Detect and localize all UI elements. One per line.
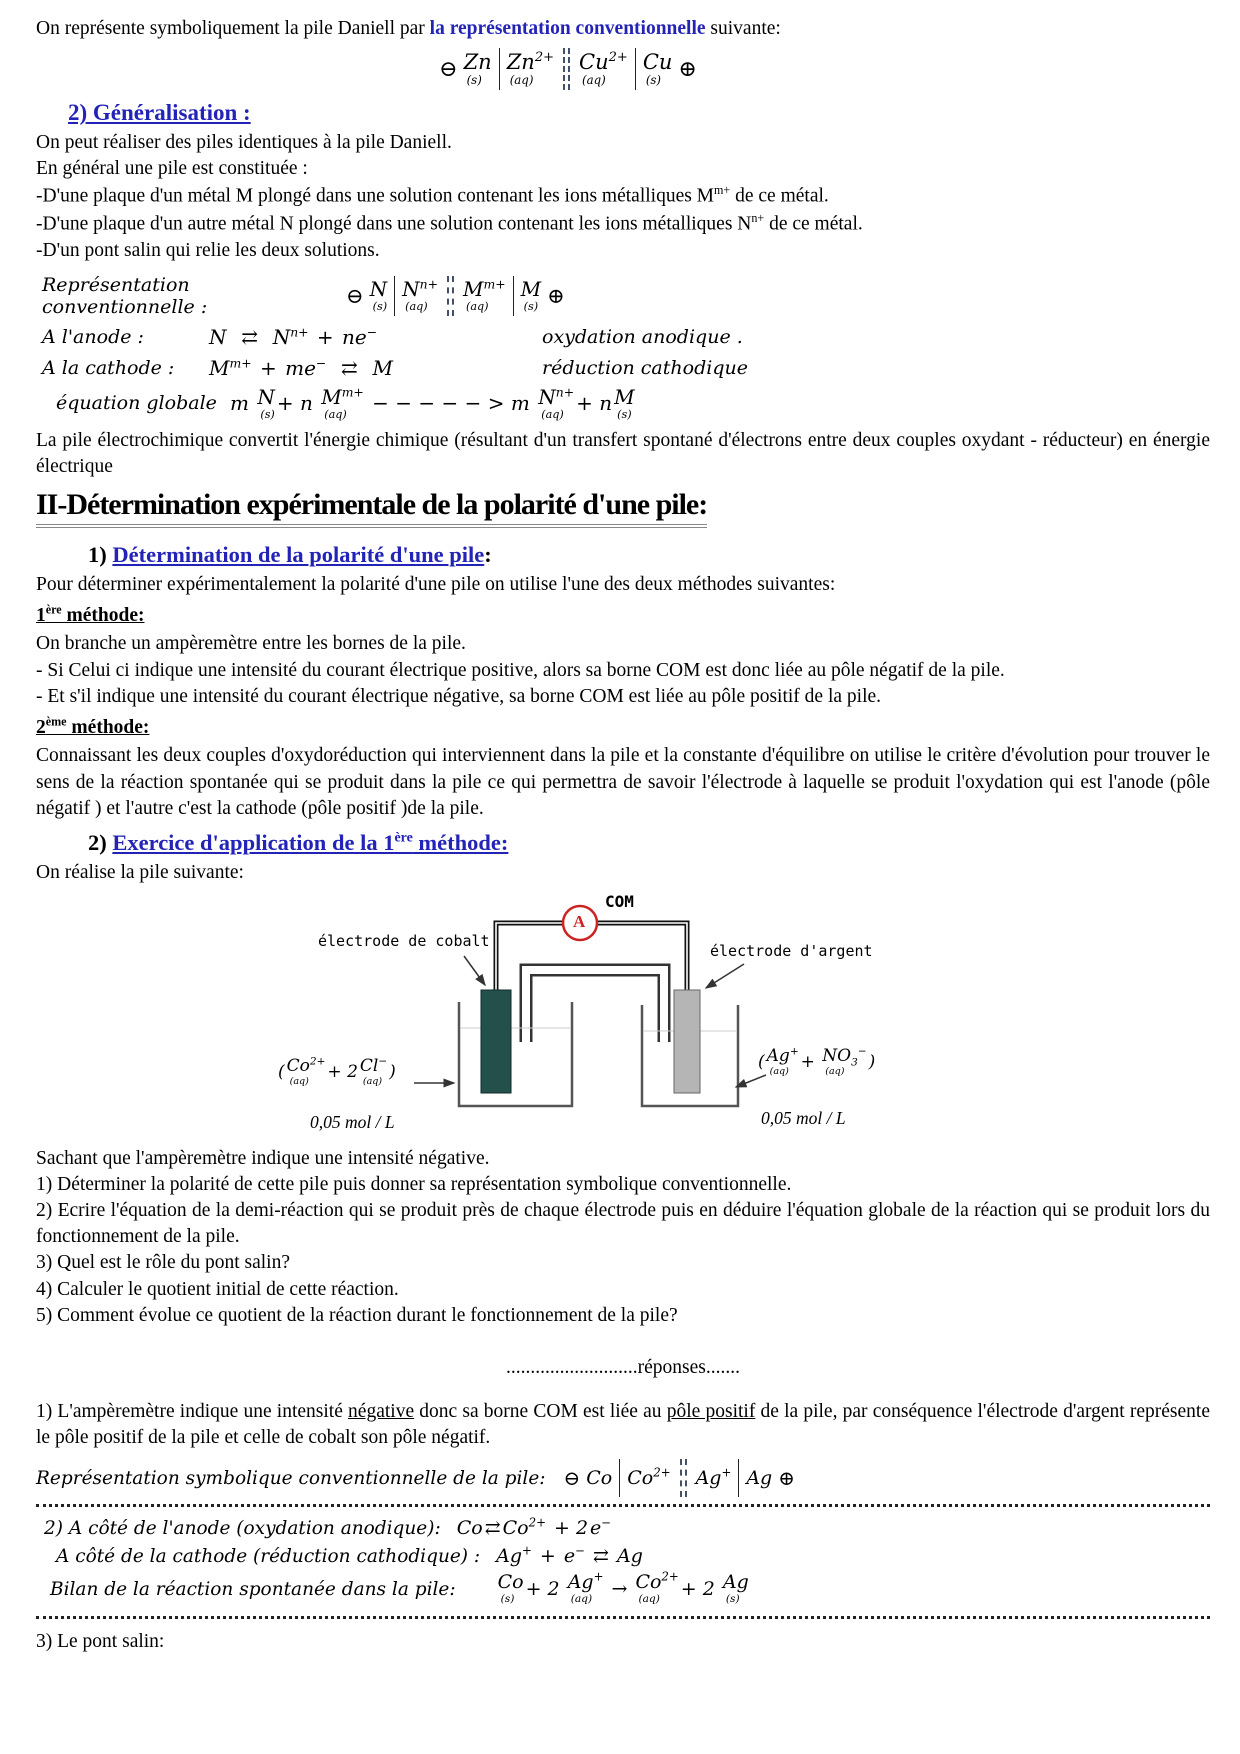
m1-num: 1 [36, 605, 46, 627]
dotted-separator-2 [36, 1615, 1210, 1619]
com-label: COM [605, 891, 634, 911]
silver-solution-concentration: 0,05 mol / L [761, 1107, 846, 1128]
method1-line3: - Et s'il indique une intensité du courant électrique négative, sa borne COM est liée au pôle positif de la pile. [36, 685, 882, 707]
line4-pre: -D'une plaque d'un autre métal N plongé dans une solution contenant les ions métalliques N [36, 213, 752, 235]
main-heading-wrap [36, 480, 1210, 534]
silver-electrode [674, 990, 700, 1093]
m1-sup: ère [45, 602, 62, 617]
general-cell-formula: ⊖ N (s) $N^{n+}$ (aq) $M^{m+}$ (aq) M (s) ⊕ [342, 276, 569, 316]
sub1-number: 1) [88, 541, 113, 567]
answer-bilan-label: Bilan de la réaction spontanée dans la pile: [50, 1578, 456, 1600]
question-3: 3) Quel est le rôle du pont salin? [36, 1252, 290, 1274]
line3-post: de ce métal. [730, 185, 829, 207]
conversion-paragraph: La pile électrochimique convertit l'énergie chimique (résultant d'un transfert spontané d'électrons entre deux couples oxydant - réducteur) en énergie électrique [36, 429, 1210, 478]
anode-note: oxydation anodique . [542, 325, 743, 348]
cell-diagram-svg [274, 890, 934, 1140]
intro-text-pre: On représente symboliquement la pile Daniell par [36, 18, 430, 39]
anode-half-reaction: N ⇄ $N^{n+}$ + ne− [209, 324, 378, 349]
cathode-formula-col [207, 356, 482, 380]
question-2: 2) Ecrire l'équation de la demi-réaction qui se produit près de chaque électrode puis en déduire l'équation globale de la réaction qui se produit lors du fonctionnement de la pile. [36, 1200, 1210, 1248]
answer-representation-row [36, 1459, 1210, 1497]
cobalt-solution-concentration: 0,05 mol / L [310, 1111, 395, 1132]
dotted-separator-1 [36, 1503, 1210, 1507]
cathode-row [42, 356, 1210, 380]
right-electrode-arrow [706, 964, 744, 988]
generalisation-heading: 2) Généralisation : [68, 100, 251, 126]
left-beaker [459, 1002, 572, 1106]
answer-2-block [44, 1517, 1210, 1605]
anode-label: A l'anode : [42, 325, 144, 348]
conventional-representation-row [42, 274, 1210, 318]
exercise-subheading [88, 830, 1210, 856]
line3-sup: m+ [714, 183, 731, 198]
a1-underlined-pole-positif: pôle positif [666, 1400, 756, 1422]
a1-part3: de la pile, par conséquence l'électrode d'argent représente le pôle positif de la pile et celle de cobalt son pôle négatif. [36, 1400, 1210, 1449]
line4-sup: n+ [751, 211, 765, 225]
right-solution-arrow [736, 1075, 766, 1087]
sub2-number: 2) [88, 829, 113, 855]
answer-repr-label: Représentation symbolique conventionnelle de la pile: [36, 1467, 546, 1489]
anode-formula-col [207, 325, 482, 349]
m2-text: méthode: [66, 717, 150, 739]
answer-1-paragraph [36, 1399, 1210, 1451]
repr-label: Représentation conventionnelle : [42, 273, 208, 318]
intro-paragraph [36, 16, 1210, 42]
answer-cathode-row [56, 1545, 1210, 1567]
silver-solution-formula: ( Ag+ (aq) + $NO_3^-$ (aq) ) [758, 1045, 876, 1077]
m2-num: 2 [36, 717, 46, 739]
method2-paragraph: Connaissant les deux couples d'oxydoréduction qui interviennent dans la pile et la constante d'équilibre on utilise le critère d'évolution pour trouver le sens de la réaction spontanée qui se produit dans la pile ce qui permettra de savoir l'électrode à laquelle se produit l'oxydation qui est l'anode (pôle négatif ) et l'autre c'est la cathode (pôle positif )de la pile. [36, 745, 1210, 819]
reponses-divider: ...........................réponses....... [506, 1356, 740, 1378]
sub2-sup: ère [394, 830, 413, 846]
cathode-half-reaction: $M^{m+}$ + me− ⇄ M [209, 355, 393, 380]
right-wire [597, 923, 687, 994]
global-equation-row [42, 384, 1210, 421]
global-equation: m N (s) + n $M^{m+}$ (aq) − − − − − > m $N^{n+}$ (aq) + n M (s) [230, 384, 635, 421]
cell-diagram [274, 890, 934, 1140]
cathode-note: réduction cathodique [542, 356, 748, 379]
generalisation-line3 [36, 182, 1210, 210]
cobalt-electrode [481, 990, 511, 1093]
sub1-colon: : [484, 541, 492, 567]
answer-bilan-row [50, 1569, 1210, 1606]
answer-anode-formula: Co ⇄ $Co^{2+}$ + 2 e− [456, 1515, 612, 1540]
methods-intro: Pour déterminer expérimentalement la polarité d'une pile on utilise l'une des deux méthodes suivantes: [36, 573, 836, 595]
method2-label [36, 714, 1210, 742]
intro-text-post: suivante: [705, 18, 781, 39]
answer-bilan-formula: Co (s) + 2 Ag+ (aq) → $Co^{2+}$ (aq) + 2 Ag (s) [497, 1569, 749, 1606]
section2-main-heading: II-Détermination expérimentale de la polarité d'une pile: [36, 488, 707, 528]
cobalt-solution-formula: ( $Co^{2+}$ (aq) + 2 Cl− (aq) ) [278, 1055, 396, 1087]
a1-part2: donc sa borne COM est liée au [414, 1400, 667, 1422]
sub2-title-post: méthode: [412, 829, 509, 855]
answer-cell-formula: ⊖ Co $Co^{2+}$ Ag+ Ag ⊕ [560, 1459, 799, 1497]
cathode-label: A la cathode : [42, 356, 175, 379]
answer-anode-row [44, 1517, 1210, 1539]
daniell-formula-wrap [0, 48, 1155, 90]
sub1-title: Détermination de la polarité d'une pile [112, 541, 485, 567]
polarity-subheading [88, 542, 1210, 568]
sachant-line: Sachant que l'ampèremètre indique une intensité négative. [36, 1147, 490, 1169]
line3-pre: -D'une plaque d'un métal M plongé dans une solution contenant les ions métalliques M [36, 185, 715, 207]
answer-cathode-formula: Ag+ + e− ⇄ Ag [496, 1543, 643, 1568]
method1-line1: On branche un ampèremètre entre les bornes de la pile. [36, 633, 466, 655]
answer-cathode-label: A côté de la cathode (réduction cathodique) : [56, 1545, 481, 1567]
global-equation-label: équation globale [56, 392, 217, 415]
line4-post: de ce métal. [764, 213, 863, 235]
daniell-cell-formula: ⊖ Zn (s) $Zn^{2+}$ (aq) $Cu^{2+}$ (aq) Cu (s) ⊕ [435, 48, 701, 90]
right-wire-core [597, 923, 687, 994]
ammeter-letter: A [573, 911, 586, 931]
anode-row [42, 325, 1210, 349]
cobalt-electrode-label: électrode de cobalt [318, 931, 490, 950]
realise-line: On réalise la pile suivante: [36, 861, 244, 883]
question-5: 5) Comment évolue ce quotient de la réaction durant le fonctionnement de la pile? [36, 1304, 678, 1326]
generalisation-line4 [36, 210, 1210, 238]
answer-anode-label: 2) A côté de l'anode (oxydation anodique): [44, 1517, 441, 1539]
a1-part1: 1) L'ampèremètre indique une intensité [36, 1400, 349, 1422]
m1-text: méthode: [61, 605, 145, 627]
method1-line2: - Si Celui ci indique une intensité du courant électrique positive, alors sa borne COM est donc liée au pôle négatif de la pile. [36, 659, 1005, 681]
intro-highlight: la représentation conventionnelle [429, 18, 706, 39]
answer-3-label: 3) Le pont salin: [36, 1630, 165, 1652]
m2-sup: ème [45, 714, 67, 729]
a1-underlined-negative: négative [348, 1400, 415, 1422]
generalisation-line5: -D'un pont salin qui relie les deux solutions. [36, 239, 380, 261]
question-1: 1) Déterminer la polarité de cette pile puis donner sa représentation symbolique conventionnelle. [36, 1174, 792, 1196]
handwritten-equations-block [42, 274, 1210, 420]
sub2-title-pre: Exercice d'application de la 1 [112, 829, 395, 855]
left-electrode-arrow [464, 956, 485, 985]
silver-electrode-label: électrode d'argent [710, 941, 873, 960]
method1-label [36, 602, 1210, 630]
generalisation-line2: En général une pile est constituée : [36, 158, 308, 180]
question-4: 4) Calculer le quotient initial de cette réaction. [36, 1278, 399, 1300]
generalisation-line1: On peut réaliser des piles identiques à la pile Daniell. [36, 132, 452, 154]
salt-bridge-inner [526, 970, 664, 1044]
